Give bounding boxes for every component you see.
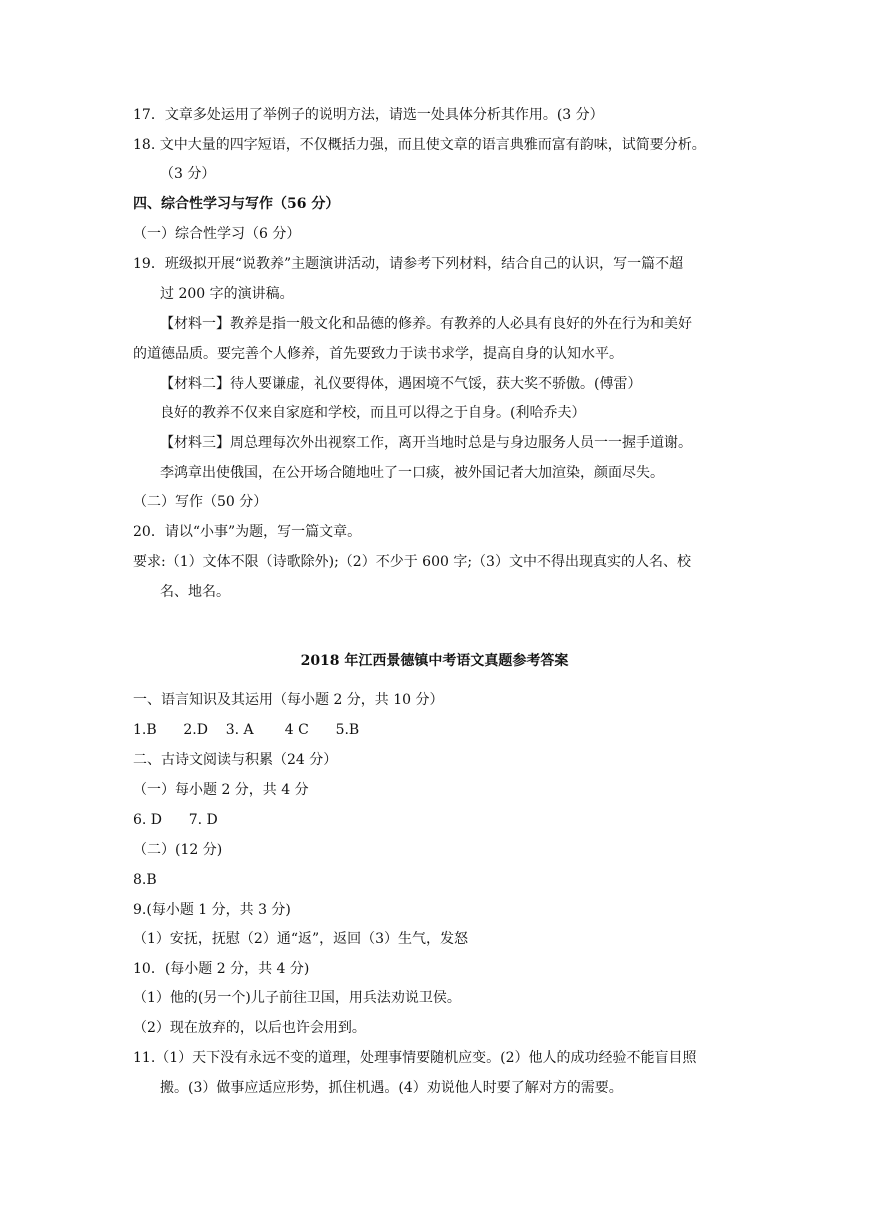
- section-heading: 四、综合性学习与写作（56 分）: [133, 196, 340, 212]
- answer-11-line-cont: 搬。(3）做事应适应形势，抓住机遇。(4）劝说他人时要了解对方的需要。: [160, 1080, 623, 1096]
- q19-line-cont: 过 200 字的演讲稿。: [160, 286, 294, 302]
- material-3-line-cont: 李鸿章出使俄国，在公开场合随地吐了一口痰，被外国记者大加渲染，颜面尽失。: [160, 465, 664, 481]
- answer-10-heading: 10．(每小题 2 分，共 4 分): [133, 961, 310, 977]
- answer-values-6-7: 6. D 7. D: [133, 812, 218, 828]
- answer-section-2: 二、古诗文阅读与积累（24 分）: [133, 752, 338, 768]
- material-2-line-cont: 良好的教养不仅来自家庭和学校，而且可以得之于自身。(利哈乔夫）: [160, 405, 586, 421]
- q19-line: 19．班级拟开展“说教养”主题演讲活动，请参考下列材料，结合自己的认识，写一篇不超: [133, 256, 684, 272]
- material-1-line: 【材料一】教养是指一般文化和品德的修养。有教养的人必具有良好的外在行为和美好: [160, 316, 692, 332]
- answer-9-values: （1）安抚，抚慰（2）通“返”，返回（3）生气，发怒: [133, 931, 469, 947]
- answer-10-value-1: （1）他的(另一个)儿子前往卫国，用兵法劝说卫侯。: [133, 990, 461, 1006]
- subsection-heading: （一）综合性学习（6 分）: [133, 226, 301, 242]
- q18-line-cont: （3 分）: [160, 166, 216, 182]
- answer-subsection-2: （二）(12 分): [133, 842, 223, 858]
- answer-subsection-1: （一）每小题 2 分，共 4 分: [133, 782, 309, 798]
- material-3-line: 【材料三】周总理每次外出视察工作，离开当地时总是与身边服务人员一一握手道谢。: [160, 435, 692, 451]
- answer-key-title: 2018 年江西景德镇中考语文真题参考答案: [300, 653, 569, 669]
- answer-section-1: 一、语言知识及其运用（每小题 2 分，共 10 分）: [133, 692, 444, 708]
- q17-line: 17．文章多处运用了举例子的说明方法，请选一处具体分析其作用。(3 分）: [133, 107, 604, 123]
- answer-9-heading: 9.(每小题 1 分，共 3 分): [133, 902, 291, 918]
- subsection-heading: （二）写作（50 分）: [133, 494, 268, 510]
- answer-11-line: 11.（1）天下没有永远不变的道理，处理事情要随机应变。(2）他人的成功经验不能盲目照: [133, 1050, 697, 1066]
- answer-10-value-2: （2）现在放弃的，以后也许会用到。: [133, 1020, 366, 1036]
- q20-line: 20．请以“小事”为题，写一篇文章。: [133, 524, 362, 540]
- answer-8: 8.B: [133, 872, 157, 888]
- requirement-line: 要求:（1）文体不限（诗歌除外);（2）不少于 600 字;（3）文中不得出现真实的人名、校: [133, 554, 691, 570]
- q18-line: 18. 文中大量的四字短语，不仅概括力强，而且使文章的语言典雅而富有韵味，试简要分析。: [133, 137, 706, 153]
- answer-values-1-5: 1.B 2.D 3. A 4 C 5.B: [133, 722, 360, 738]
- requirement-line-cont: 名、地名。: [160, 584, 230, 600]
- material-2-line: 【材料二】待人要谦虚，礼仪要得体，遇困境不气馁，获大奖不骄傲。(傅雷）: [160, 376, 642, 392]
- material-1-line-cont: 的道德品质。要完善个人修养，首先要致力于读书求学，提高自身的认知水平。: [133, 346, 623, 362]
